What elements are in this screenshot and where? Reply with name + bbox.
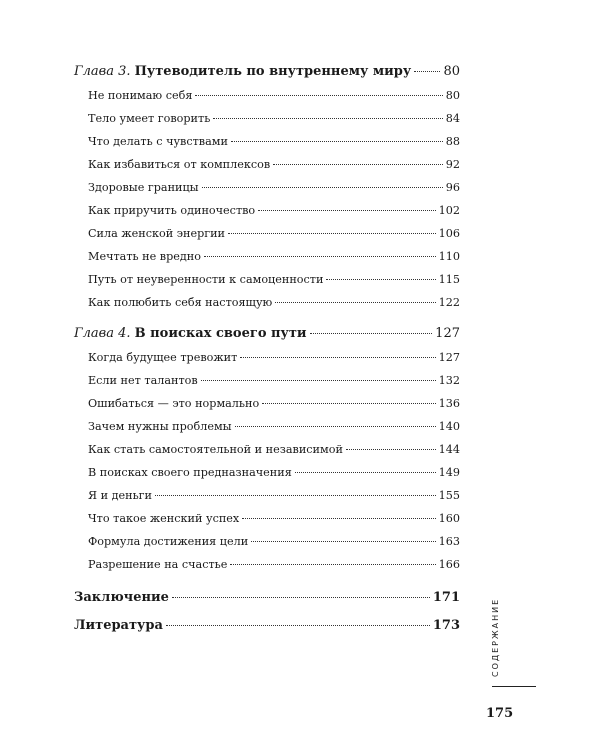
folio-rule — [492, 686, 536, 687]
table-of-contents — [74, 60, 460, 640]
toc-entry-label: Тело умеет говорить — [88, 112, 211, 125]
toc-entry[interactable] — [74, 130, 460, 153]
dot-leader — [202, 187, 443, 188]
toc-entry[interactable] — [74, 268, 460, 291]
toc-entry-label: Не понимаю себя — [88, 89, 193, 102]
toc-entry[interactable] — [74, 553, 460, 576]
section-side-label: СОДЕРЖАНИЕ — [491, 597, 500, 677]
chapter-4-heading — [74, 322, 307, 346]
dot-leader — [230, 564, 435, 565]
page-number: 175 — [486, 706, 514, 721]
toc-entry-label: Как полюбить себя настоящую — [88, 296, 273, 309]
toc-entry-label: Что делать с чувствами — [88, 135, 228, 148]
dot-leader — [204, 256, 436, 257]
toc-entry-page: 155 — [438, 489, 460, 502]
dot-leader — [273, 164, 443, 165]
toc-entry-page: 88 — [445, 135, 460, 148]
toc-entry-page: 140 — [438, 420, 460, 433]
literature-label: Литература — [74, 618, 163, 633]
toc-entry-label: Что такое женский успех — [88, 512, 240, 525]
toc-entry-page: 84 — [445, 112, 460, 125]
toc-entry-page: 96 — [445, 181, 460, 194]
chapter-4-number: Глава 4. — [74, 326, 131, 341]
chapter-3-entry[interactable] — [74, 60, 460, 84]
chapter-3-page: 80 — [443, 64, 460, 79]
toc-entry[interactable] — [74, 392, 460, 415]
dot-leader — [201, 380, 436, 381]
toc-entry[interactable] — [74, 84, 460, 107]
chapter-3-heading — [74, 60, 411, 84]
toc-entry[interactable] — [74, 369, 460, 392]
toc-entry-page: 115 — [438, 273, 460, 286]
dot-leader — [275, 302, 435, 303]
conclusion-page: 171 — [432, 590, 460, 605]
toc-entry[interactable] — [74, 530, 460, 553]
toc-entry-page: 136 — [438, 397, 460, 410]
dot-leader — [310, 333, 433, 334]
dot-leader — [251, 541, 435, 542]
toc-entry-label: Сила женской энергии — [88, 227, 226, 240]
literature-entry[interactable] — [74, 612, 460, 640]
toc-entry[interactable] — [74, 291, 460, 314]
dot-leader — [258, 210, 435, 211]
toc-entry-label: Зачем нужны проблемы — [88, 420, 232, 433]
chapter-3-number: Глава 3. — [74, 64, 131, 79]
dot-leader — [213, 118, 442, 119]
toc-entry-label: Разрешение на счастье — [88, 558, 228, 571]
toc-entry-page: 80 — [445, 89, 460, 102]
toc-entry[interactable] — [74, 461, 460, 484]
chapter-3-title: Путеводитель по внутреннему миру — [134, 64, 412, 79]
toc-entry[interactable] — [74, 222, 460, 245]
toc-entry-page: 149 — [438, 466, 460, 479]
toc-entry-label: Путь от неуверенности к самоценности — [88, 273, 324, 286]
dot-leader — [346, 449, 436, 450]
toc-entry-label: Формула достижения цели — [88, 535, 249, 548]
chapter-4-page: 127 — [435, 326, 460, 341]
dot-leader — [228, 233, 436, 234]
toc-entry[interactable] — [74, 176, 460, 199]
toc-entry[interactable] — [74, 484, 460, 507]
toc-entry[interactable] — [74, 438, 460, 461]
dot-leader — [240, 357, 435, 358]
chapter-4-title: В поисках своего пути — [134, 326, 307, 341]
dot-leader — [172, 597, 430, 598]
toc-entry-page: 160 — [438, 512, 460, 525]
toc-entry-page: 132 — [438, 374, 460, 387]
toc-entry-label: Здоровые границы — [88, 181, 199, 194]
toc-entry-page: 122 — [438, 296, 460, 309]
toc-entry[interactable] — [74, 199, 460, 222]
toc-entry-page: 166 — [438, 558, 460, 571]
toc-entry-label: Если нет талантов — [88, 374, 198, 387]
toc-entry[interactable] — [74, 507, 460, 530]
toc-entry-label: В поисках своего предназначения — [88, 466, 292, 479]
literature-page: 173 — [432, 618, 460, 633]
toc-entry-page: 106 — [438, 227, 460, 240]
toc-entry-page: 110 — [438, 250, 460, 263]
dot-leader — [295, 472, 436, 473]
conclusion-entry[interactable] — [74, 584, 460, 612]
toc-entry-label: Мечтать не вредно — [88, 250, 201, 263]
toc-entry-label: Ошибаться — это нормально — [88, 397, 260, 410]
toc-entry[interactable] — [74, 245, 460, 268]
toc-entry-label: Как приручить одиночество — [88, 204, 256, 217]
toc-entry-page: 92 — [445, 158, 460, 171]
dot-leader — [242, 518, 435, 519]
toc-entry[interactable] — [74, 346, 460, 369]
toc-entry-page: 127 — [438, 351, 460, 364]
dot-leader — [231, 141, 443, 142]
dot-leader — [414, 71, 440, 72]
toc-entry-label: Я и деньги — [88, 489, 152, 502]
conclusion-label: Заключение — [74, 590, 169, 605]
dot-leader — [262, 403, 435, 404]
toc-entry-label: Как избавиться от комплексов — [88, 158, 271, 171]
toc-entry-page: 102 — [438, 204, 460, 217]
toc-entry-label: Как стать самостоятельной и независимой — [88, 443, 343, 456]
dot-leader — [166, 625, 430, 626]
toc-entry-page: 144 — [438, 443, 460, 456]
dot-leader — [195, 95, 442, 96]
toc-entry-label: Когда будущее тревожит — [88, 351, 238, 364]
dot-leader — [326, 279, 435, 280]
toc-entry[interactable] — [74, 153, 460, 176]
chapter-4-entry[interactable] — [74, 322, 460, 346]
dot-leader — [235, 426, 436, 427]
dot-leader — [155, 495, 436, 496]
toc-entry-page: 163 — [438, 535, 460, 548]
toc-entry[interactable] — [74, 107, 460, 130]
toc-entry[interactable] — [74, 415, 460, 438]
